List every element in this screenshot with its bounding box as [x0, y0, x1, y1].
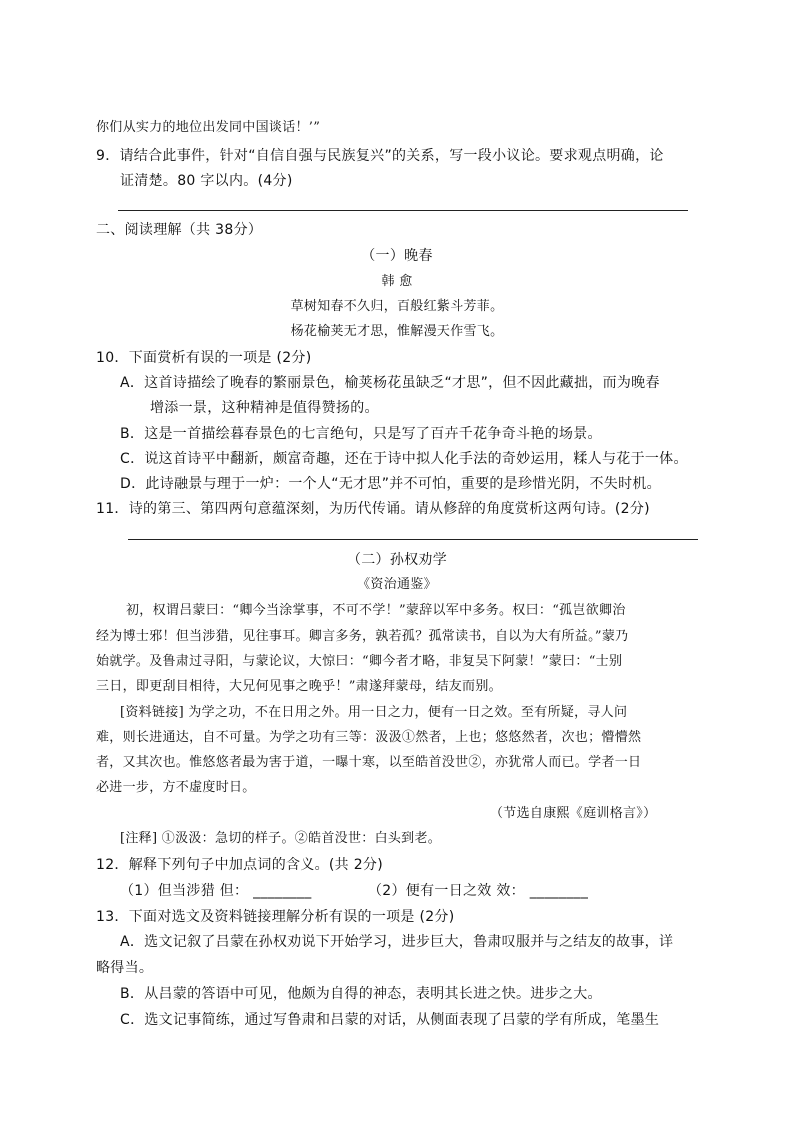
- q13-option-a-line2: 略得当。: [96, 960, 154, 976]
- passage-p2-line2: 难，则长进通达，自不可量。为学之功有三等：汲汲①然者，上也；悠悠然者，次也；懵懵然: [96, 730, 642, 745]
- passage-p1-line3: 始就学。及鲁肃过寻阳，与蒙论议，大惊曰：“卿今者才略，非复吴下阿蒙！”蒙曰：“士别: [96, 654, 623, 669]
- q12-item2-blank[interactable]: ________: [529, 883, 589, 899]
- q13-option-c: C．选文记事简练，通过写鲁肃和吕蒙的对话，从侧面表现了吕蒙的学有所成，笔墨生: [120, 1012, 660, 1028]
- q12-item2: [368, 881, 588, 901]
- passage-source: 《资治通鉴》: [357, 577, 437, 592]
- q12-item2-label: （2）便有一日之效 效：: [368, 883, 525, 899]
- poem-title: （一）晚春: [361, 248, 433, 264]
- q10-option-d: D．此诗融景与理于一炉：一个人“无才思”并不可怕，重要的是珍惜光阴，不失时机。: [120, 476, 661, 492]
- q13-option-a-line1: A．选文记叙了吕蒙在孙权劝说下开始学习，进步巨大，鲁肃叹服并与之结友的故事，详: [120, 934, 674, 950]
- question-10-stem: 10．下面赏析有误的一项是 (2分): [96, 350, 312, 366]
- question-9-line2: 证清楚。80 字以内。(4分): [120, 173, 293, 189]
- question-9-line1: 9．请结合此事件，针对“自信自强与民族复兴”的关系，写一段小议论。要求观点明确，论: [96, 148, 664, 164]
- q10-option-c: C．说这首诗平中翻新，颇富奇趣，还在于诗中拟人化手法的奇妙运用，糅人与花于一体。: [120, 451, 688, 467]
- section2-title: 二、阅读理解（共 38分）: [96, 222, 263, 238]
- q10-option-a-line1: A．这首诗描绘了晚春的繁丽景色，榆荚杨花虽缺乏“才思”，但不因此藏拙，而为晚春: [120, 375, 660, 391]
- passage-attribution: （节选自康熙《庭训格言》）: [490, 806, 657, 821]
- answer-line-q11[interactable]: [128, 539, 698, 540]
- q10-option-b: B．这是一首描绘暮春景色的七言绝句，只是写了百卉千花争奇斗艳的场景。: [120, 426, 602, 442]
- question-12-stem: 12．解释下列句子中加点词的含义。(共 2分): [96, 857, 383, 873]
- q12-item1-label: （1）但当涉猎 但：: [120, 883, 249, 899]
- passage-p2-line4: 必进一步，方不虚度时日。: [96, 780, 256, 795]
- answer-line-q9[interactable]: [118, 210, 688, 211]
- passage-p1-line2: 经为博士邪！但当涉猎，见往事耳。卿言多务，孰若孤？孤常读书，自以为大有所益。”蒙乃: [96, 629, 629, 644]
- passage-p2-line3: 者，又其次也。惟悠悠者最为害于道，一曝十寒，以至皓首没世②，亦犹常人而已。学者一日: [96, 755, 642, 770]
- question-13-stem: 13．下面对选文及资料链接理解分析有误的一项是 (2分): [96, 909, 455, 925]
- passage-p2-line1: [资料链接] 为学之功，不在日用之外。用一日之力，便有一日之效。至有所疑，寻人问: [120, 705, 628, 720]
- passage-p1-line1: 初，权谓吕蒙曰：“卿今当涂掌事，不可不学！”蒙辞以军中多务。权曰：“孤岂欲卿治: [126, 603, 626, 618]
- q12-item1: [120, 881, 312, 901]
- q13-option-b: B．从吕蒙的答语中可见，他颇为自得的神态，表明其长进之快。进步之大。: [120, 986, 602, 1002]
- q10-option-a-line2: 增添一景，这种精神是值得赞扬的。: [150, 400, 379, 416]
- poem-line2: 杨花榆荚无才思，惟解漫天作雪飞。: [290, 324, 504, 339]
- passage-note: [注释] ①汲汲：急切的样子。②皓首没世：白头到老。: [120, 831, 442, 846]
- passage-title: （二）孙权劝学: [346, 552, 448, 568]
- q12-item1-blank[interactable]: ________: [253, 883, 312, 899]
- poem-author: 韩 愈: [381, 274, 413, 289]
- q8-tail-line: 你们从实力的地位出发同中国谈话！’”: [96, 120, 321, 135]
- question-11-stem: 11．诗的第三、第四两句意蕴深刻，为历代传诵。请从修辞的角度赏析这两句诗。(2分): [96, 501, 650, 517]
- passage-p1-line4: 三日，即更刮目相待，大兄何见事之晚乎！”肃遂拜蒙母，结友而别。: [96, 679, 502, 694]
- poem-line1: 草树知春不久归，百般红紫斗芳菲。: [290, 299, 504, 314]
